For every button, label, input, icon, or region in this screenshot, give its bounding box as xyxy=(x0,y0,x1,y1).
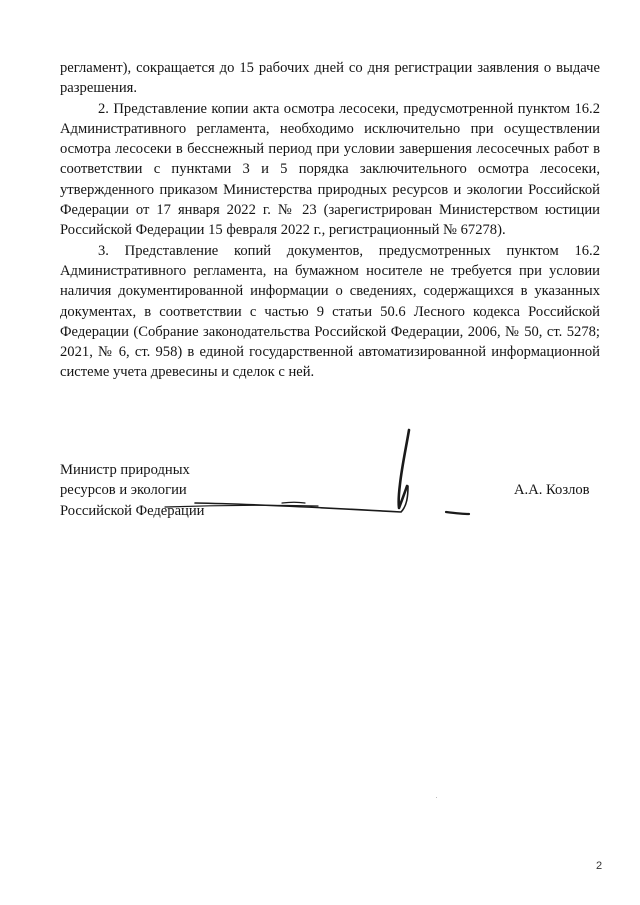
signatory-position-line-1: Министр природных xyxy=(60,462,190,478)
document-body xyxy=(60,58,600,383)
signature-stroke-base xyxy=(195,486,408,512)
paragraph-item-2: 2. Представление копии акта осмотра лесосеки, предусмотренной пунктом 16.2 Административного регламента, необходимо исключительно при осуществлении осмотра лесосеки в бесснежный период при условии завершения лесосечных работ в соответствии с пунктами 3 и 5 порядка заключительного осмотра лесосеки, утвержденного приказом Министерства природных ресурсов и экологии Российской Федерации от 17 января 2022 г. № 23 (зарегистрирован Министерством юстиции Российской Федерации 15 февраля 2022 г., регистрационный № 67278). xyxy=(60,100,600,239)
signature-stroke-dash xyxy=(446,512,469,514)
signatory-position-line-3: Российской Федерации xyxy=(60,502,205,519)
page-number: 2 xyxy=(596,860,603,872)
paragraph-item-3: 3. Представление копий документов, предусмотренных пунктом 16.2 Административного регламента, на бумажном носителе не требуется при условии наличия документированной информации о сведениях, содержащихся в указанных документах, в соответствии с частью 9 статьи 50.6 Лесного кодекса Российской Федерации (Собрание законодательства Российской Федерации, 2006, № 50, ст. 5278; 2021, № 6, ст. 958) в единой государственной автоматизированной информационной системе учета древесины и сделок с ней. xyxy=(60,242,600,381)
signatory-position-line-2: ресурсов и экологии xyxy=(60,482,187,499)
paragraph-continuation: регламент), сокращается до 15 рабочих дней со дня регистрации заявления о выдаче разрешения. xyxy=(60,60,600,97)
signature-stroke-vertical xyxy=(399,430,409,508)
signature-stroke-tick xyxy=(282,502,305,503)
signatory-name: А.А. Козлов xyxy=(514,482,590,498)
signatory-position xyxy=(60,460,205,521)
scan-speck xyxy=(436,797,437,798)
